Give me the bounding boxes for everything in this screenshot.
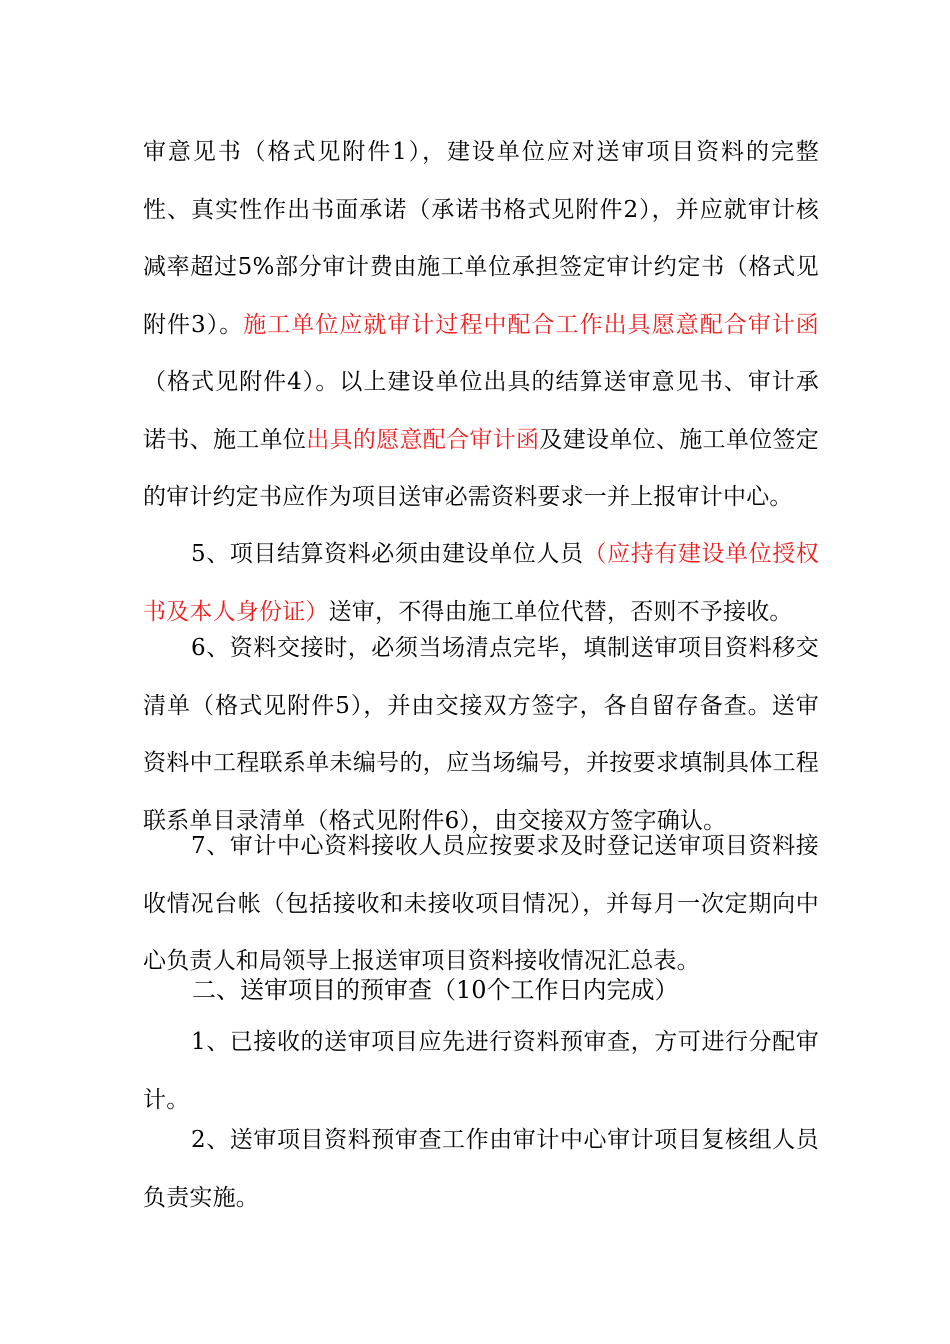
paragraph-item-7: 7、审计中心资料接收人员应按要求及时登记送审项目资料接收情况台帐（包括接收和未接收项目情况），并每月一次定期向中心负责人和局领导上报送审项目资料接收情况汇总表。 <box>143 833 819 974</box>
paragraph-text: （格式见附件4）。以上建设单位出具的结算送审意见书、审计承诺书、施工单位 <box>143 369 819 453</box>
paragraph-item-6: 6、资料交接时，必须当场清点完毕，填制送审项目资料移交清单（格式见附件5），并由交接双方签字，各自留存备查。送审资料中工程联系单未编号的，应当场编号，并按要求填制具体工程联系单目录清单（格式见附件6），由交接双方签字确认。 <box>143 635 819 834</box>
paragraph-section2-item-2: 2、送审项目资料预审查工作由审计中心审计项目复核组人员负责实施。 <box>143 1127 819 1211</box>
highlighted-text: （应持有建设单位授权书及本人身份证） <box>143 541 819 625</box>
paragraph-text: 及建设单位、施工单位签定的审计约定书应作为项目送审必需资料要求一并上报审计中心。 <box>143 426 819 510</box>
paragraph-approval-documents <box>143 124 819 527</box>
highlighted-text: 施工单位应就审计过程中配合工作出具愿意配合审计函 <box>243 311 819 338</box>
paragraph-text: 审意见书（格式见附件1），建设单位应对送审项目资料的完整性、真实性作出书面承诺（承诺书格式见附件2），并应就审计核减率超过5%部分审计费由施工单位承担签定审计约定书（格式见附件3）。 <box>143 139 819 338</box>
paragraph-section2-item-1: 1、已接收的送审项目应先进行资料预审查，方可进行分配审计。 <box>143 1029 819 1113</box>
paragraph-text: 5、项目结算资料必须由建设单位人员 <box>191 541 584 567</box>
paragraph-text: 送审，不得由施工单位代替，否则不予接收。 <box>328 598 793 625</box>
highlighted-text: 出具的愿意配合审计函 <box>306 426 540 453</box>
section-heading: 二、送审项目的预审查（10个工作日内完成） <box>192 976 679 1004</box>
